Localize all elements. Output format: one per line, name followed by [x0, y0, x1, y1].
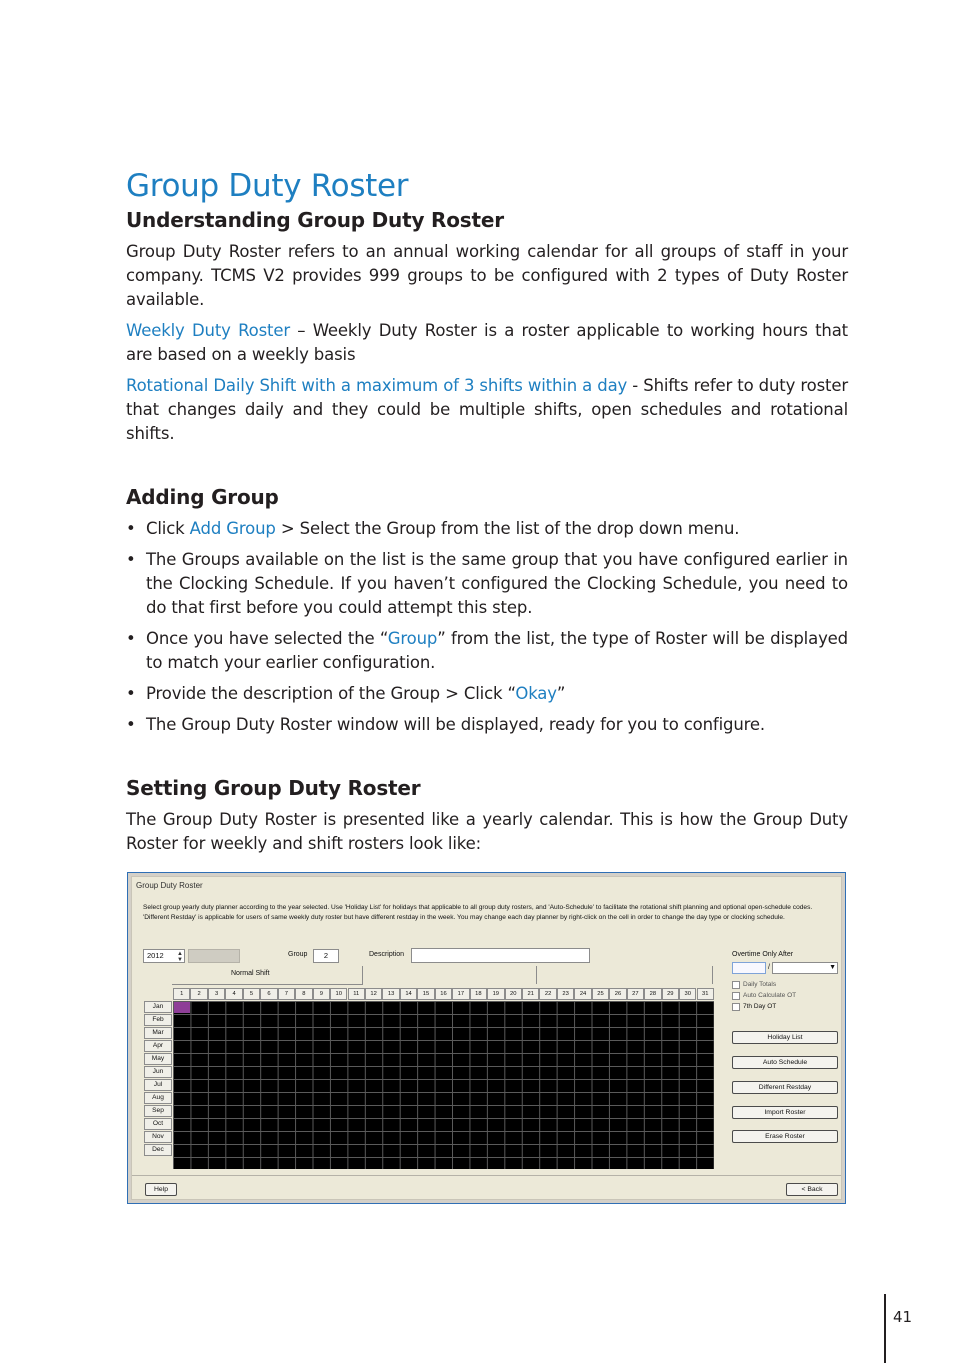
- group-label: Group: [288, 951, 308, 958]
- document-body: [126, 160, 848, 856]
- section-heading-adding-group: Adding Group: [126, 485, 279, 509]
- group-link[interactable]: Group: [387, 629, 438, 648]
- list-item: • The Group Duty Roster window will be displayed, ready for you to configure.: [126, 715, 766, 734]
- day-header-cell: 1: [173, 988, 190, 1000]
- month-label: Feb: [144, 1014, 172, 1026]
- daily-totals-label: Daily Totals: [743, 981, 777, 988]
- selected-day-cell[interactable]: [174, 1002, 190, 1013]
- roster-grid[interactable]: [173, 1001, 714, 1169]
- page-title: Group Duty Roster: [126, 168, 409, 204]
- day-header-cell: 5: [243, 988, 260, 1000]
- help-button[interactable]: Help: [145, 1183, 177, 1196]
- day-header-cell: 19: [487, 988, 504, 1000]
- add-group-link[interactable]: Add Group: [189, 519, 276, 538]
- overtime-hours-input[interactable]: [732, 962, 766, 974]
- shift-divider-2: [712, 966, 713, 984]
- group-duty-roster-screenshot: [127, 872, 846, 1204]
- list-item: • Once you have selected the “Group” from the list, the type of Roster will be displayed to match your earlier configuration.: [126, 629, 849, 672]
- month-label: Dec: [144, 1144, 172, 1156]
- daily-totals-checkbox[interactable]: [732, 981, 740, 989]
- month-label: Mar: [144, 1027, 172, 1039]
- rotational-shift-text: - Shifts refer to duty roster that changes daily and they could be multiple shifts, open schedules and rotational shifts.: [126, 376, 848, 443]
- chevron-down-icon[interactable]: ▼: [829, 964, 836, 971]
- weekly-roster-text: – Weekly Duty Roster is a roster applicable to working hours that are based on a weekly basis: [126, 321, 848, 364]
- different-restday-button[interactable]: Different Restday: [732, 1081, 838, 1094]
- month-label: Jul: [144, 1079, 172, 1091]
- day-header-cell: 27: [627, 988, 644, 1000]
- shift-divider-1: [536, 966, 537, 984]
- shift-header-bar: [172, 966, 363, 985]
- day-header-cell: 4: [225, 988, 242, 1000]
- day-header-cell: 25: [592, 988, 609, 1000]
- holiday-list-button[interactable]: Holiday List: [732, 1031, 838, 1044]
- month-label: Aug: [144, 1092, 172, 1104]
- day-header-cell: 31: [697, 988, 714, 1000]
- day-header-cell: 7: [278, 988, 295, 1000]
- year-spinner[interactable]: [143, 949, 185, 963]
- day-header-cell: 8: [295, 988, 312, 1000]
- list-item: • Provide the description of the Group > Click “Okay”: [126, 684, 566, 703]
- auto-schedule-button[interactable]: Auto Schedule: [732, 1056, 838, 1069]
- description-input[interactable]: [411, 948, 590, 963]
- day-header-cell: 6: [260, 988, 277, 1000]
- seventh-day-ot-checkbox[interactable]: [732, 1003, 740, 1011]
- day-header-cell: 10: [330, 988, 347, 1000]
- page-number: 41: [893, 1308, 913, 1326]
- day-header-cell: 2: [190, 988, 207, 1000]
- month-label: Nov: [144, 1131, 172, 1143]
- month-label: Apr: [144, 1040, 172, 1052]
- auto-calculate-ot-checkbox[interactable]: [732, 992, 740, 1000]
- year-value: 2012: [147, 951, 164, 960]
- day-header-cell: 30: [679, 988, 696, 1000]
- list-item: • The Groups available on the list is the same group that you have configured earlier in the Clocking Schedule. If you haven’t configured the Clocking Schedule, you need to do that first before you could attempt this step.: [126, 550, 848, 617]
- day-header-cell: 9: [313, 988, 330, 1000]
- group-input[interactable]: 2: [313, 949, 339, 963]
- month-label: Jan: [144, 1001, 172, 1013]
- day-header-cell: 16: [435, 988, 452, 1000]
- section-heading-setting: Setting Group Duty Roster: [126, 776, 421, 800]
- adding-group-steps: [126, 517, 848, 737]
- day-header-cell: 21: [522, 988, 539, 1000]
- overtime-select[interactable]: [772, 962, 838, 974]
- day-header-cell: 11: [348, 988, 365, 1000]
- day-header-cell: 26: [609, 988, 626, 1000]
- window-title: Group Duty Roster: [136, 881, 203, 890]
- day-header-cell: 22: [539, 988, 556, 1000]
- month-label: Oct: [144, 1118, 172, 1130]
- normal-shift-label: Normal Shift: [231, 970, 270, 977]
- month-label: May: [144, 1053, 172, 1065]
- day-header-cell: 17: [452, 988, 469, 1000]
- rotational-shift-paragraph: [126, 374, 848, 446]
- day-header-cell: 20: [505, 988, 522, 1000]
- day-header-cell: 12: [365, 988, 382, 1000]
- seventh-day-ot-label: 7th Day OT: [743, 1003, 777, 1010]
- day-header-cell: 28: [644, 988, 661, 1000]
- day-header-cell: 23: [557, 988, 574, 1000]
- day-header-cell: 13: [382, 988, 399, 1000]
- overtime-separator: /: [768, 964, 770, 971]
- understanding-intro: Group Duty Roster refers to an annual working calendar for all groups of staff in your company. TCMS V2 provides 999 groups to be configured with 2 types of Duty Roster available.: [126, 242, 848, 309]
- day-header-cell: 24: [574, 988, 591, 1000]
- window-body: [131, 876, 842, 1200]
- spinner-arrows-icon[interactable]: ▲ ▼: [177, 951, 183, 963]
- year-extra-box: [188, 949, 240, 963]
- overtime-label: Overtime Only After: [732, 951, 794, 958]
- month-label: Jun: [144, 1066, 172, 1078]
- day-header-cell: 18: [470, 988, 487, 1000]
- day-header-cell: 29: [662, 988, 679, 1000]
- page-number-rule: [884, 1294, 886, 1363]
- window-description: Select group yearly duty planner according to the year selected. Use 'Holiday List' for holidays that applicable to all group duty rosters, and 'Auto-Schedule' to facilitate the rotational shift planning and optional open-schedule codes. 'Different Restday' is applicable for users of same weekly duty roster but have different restday in the week. You may change each day planner by right-click on the cell in order to change the day type or clocking schedule.: [143, 904, 813, 921]
- weekly-roster-link[interactable]: Weekly Duty Roster: [126, 321, 290, 340]
- back-button[interactable]: < Back: [786, 1183, 838, 1196]
- rotational-shift-link[interactable]: Rotational Daily Shift with a maximum of 3 shifts within a day: [126, 376, 628, 395]
- import-roster-button[interactable]: Import Roster: [732, 1106, 838, 1119]
- okay-link[interactable]: Okay: [515, 684, 557, 703]
- description-label: Description: [369, 951, 405, 958]
- section-heading-understanding: Understanding Group Duty Roster: [126, 208, 504, 232]
- list-item: • Click Add Group > Select the Group from the list of the drop down menu.: [126, 519, 740, 538]
- day-header-cell: 14: [400, 988, 417, 1000]
- setting-paragraph: The Group Duty Roster is presented like a yearly calendar. This is how the Group Duty Roster for weekly and shift rosters look like:: [126, 810, 848, 853]
- weekly-roster-paragraph: [126, 319, 848, 367]
- day-header-cell: 3: [208, 988, 225, 1000]
- day-header-cell: 15: [417, 988, 434, 1000]
- month-label: Sep: [144, 1105, 172, 1117]
- auto-calculate-ot-label: Auto Calculate OT: [743, 992, 797, 999]
- erase-roster-button[interactable]: Erase Roster: [732, 1130, 838, 1143]
- bottom-divider: [132, 1175, 841, 1176]
